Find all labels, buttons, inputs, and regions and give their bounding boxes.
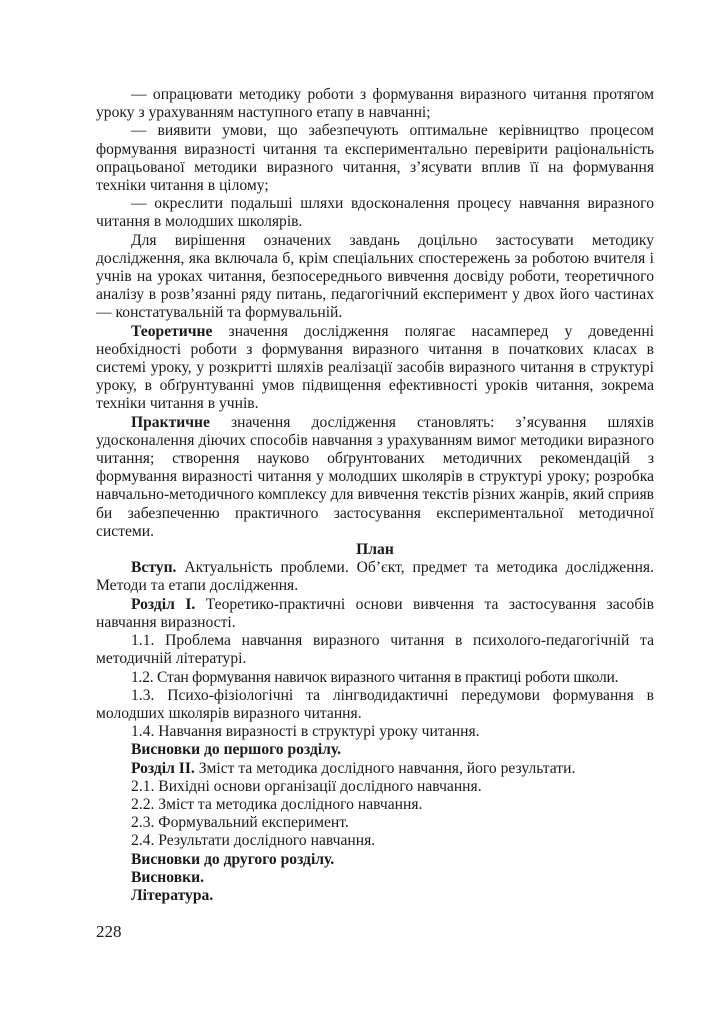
practical-paragraph xyxy=(96,414,654,541)
plan-item: 2.3. Формувальний експеримент. xyxy=(131,814,349,832)
plan-section-2-text: Зміст та методика дослідного навчання, його результати. xyxy=(194,759,576,777)
task-item: — окреслити подальші шляхи вдосконалення процесу навчання виразного читання в молодших школярів. xyxy=(96,195,654,231)
practical-lead: Практичне xyxy=(131,413,210,431)
page-body xyxy=(96,86,654,905)
methods-paragraph: Для вирішення означених завдань доцільно застосувати методику дослідження, яка включала б, крім спеціальних спостережень за роботою вчителя і учнів на уроках читання, безпосереднього вивчення досвіду роботи, теоретичного аналізу в розв’язанні ряду питань, педагогічний експеримент у двох його частинах — констатувальній та формувальній. xyxy=(96,231,654,322)
theoretical-paragraph xyxy=(96,323,654,414)
plan-item: 2.2. Зміст та методика дослідного навчання. xyxy=(131,795,423,813)
plan-section-1-text: Теоретико-практичні основи вивчення та застосування засобів навчання виразності. xyxy=(96,595,654,631)
task-item: — виявити умови, що забезпечують оптимальне керівництво процесом формування виразності читання та експериментально перевірити раціональність опрацьованої методики виразного читання, з’ясувати вплив її на формування техніки читання в цілому; xyxy=(96,122,654,195)
plan-item: 1.3. Психо-фізіологічні та лінгводидактичні передумови формування в молодших школярів виразного читання. xyxy=(96,686,654,722)
theoretical-lead: Теоретичне xyxy=(131,322,213,340)
plan-conclusions: Висновки. xyxy=(131,868,204,886)
plan-item: 2.4. Результати дослідного навчання. xyxy=(131,832,376,850)
plan-intro xyxy=(96,559,654,595)
plan-conclusions-1: Висновки до першого розділу. xyxy=(131,741,342,759)
plan-literature: Література. xyxy=(131,886,214,904)
plan-intro-text: Актуальність проблеми. Об’єкт, предмет та методика дослідження. Методи та етапи дослідження. xyxy=(96,559,654,595)
plan-heading: План xyxy=(356,541,394,559)
plan-item: 1.1. Проблема навчання виразного читання в психолого-педагогічній та методичній літературі. xyxy=(96,632,654,668)
page-number: 228 xyxy=(96,922,122,941)
practical-text: значення дослідження становлять: з’ясування шляхів удосконалення діючих способів навчання з урахуванням вимог методики виразного читання; створення науково обґрунтованих методичних рекомендацій з формування виразності читання у молодших школярів в структурі уроку; розробка навчально-методичного комплексу для вивчення текстів різних жанрів, який сприяв би забезпеченню практичного застосування експериментальної методичної системи. xyxy=(96,413,655,540)
plan-conclusions-2: Висновки до другого розділу. xyxy=(131,850,335,868)
plan-section-2 xyxy=(96,760,654,778)
plan-section-1-lead: Розділ І. xyxy=(131,595,196,613)
plan-item: 1.2. Стан формування навичок виразного читання в практиці роботи школи. xyxy=(131,668,619,686)
plan-section-2-lead: Розділ ІІ. xyxy=(131,759,195,777)
task-item: — опрацювати методику роботи з формування виразного читання протягом уроку з урахуванням наступного етапу в навчанні; xyxy=(96,86,654,122)
plan-intro-lead: Вступ. xyxy=(131,559,177,577)
plan-item: 1.4. Навчання виразності в структурі уроку читання. xyxy=(131,723,480,741)
theoretical-text: значення дослідження полягає насамперед у доведенні необхідності роботи з формування виразного читання в початкових класах в системі уроку, у розкритті шляхів реалізації засобів виразного читання в структурі уроку, в обґрунтуванні умов підвищення ефективності уроків читання, зокрема техніки читання в учнів. xyxy=(96,322,654,413)
plan-section-1 xyxy=(96,596,654,632)
plan-item: 2.1. Вихідні основи організації дослідного навчання. xyxy=(131,777,482,795)
